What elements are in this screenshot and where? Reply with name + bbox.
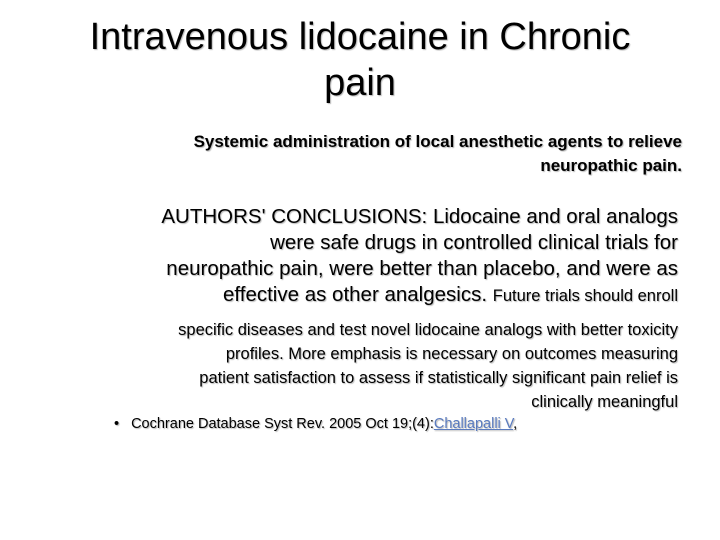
citation-trailing: , — [513, 416, 518, 432]
subtitle-line-2: neuropathic pain. — [540, 156, 682, 175]
subtitle-line-1: Systemic administration of local anesthetic agents to relieve — [193, 132, 682, 151]
title-line-1: Intravenous lidocaine in Chronic — [89, 16, 631, 58]
authors-conclusions — [60, 204, 678, 309]
title-line-2: pain — [324, 62, 396, 104]
author-link[interactable]: Challapalli V — [433, 416, 514, 432]
slide-subtitle — [90, 130, 682, 178]
slide-title — [20, 14, 700, 106]
conclusion-tail: Future trials should enroll — [492, 287, 678, 305]
conclusion-line: were safe drugs in controlled clinical trials for — [270, 231, 678, 254]
bullet-icon: • — [114, 416, 120, 432]
citation-text: Cochrane Database Syst Rev. 2005 Oct 19;(4): — [131, 416, 434, 432]
continuation-line: clinically meaningful — [531, 393, 678, 411]
continuation-line: specific diseases and test novel lidocaine analogs with better toxicity — [178, 321, 678, 339]
continuation-line: profiles. More emphasis is necessary on outcomes measuring — [225, 345, 678, 363]
conclusion-line: neuropathic pain, were better than placebo, and were as — [166, 257, 678, 280]
conclusion-line: AUTHORS' CONCLUSIONS: Lidocaine and oral analogs — [161, 205, 678, 228]
citation — [114, 414, 694, 434]
conclusion-line: effective as other analgesics. — [223, 283, 488, 306]
continuation-line: patient satisfaction to assess if statistically significant pain relief is — [199, 369, 678, 387]
conclusions-continuation — [60, 318, 678, 414]
